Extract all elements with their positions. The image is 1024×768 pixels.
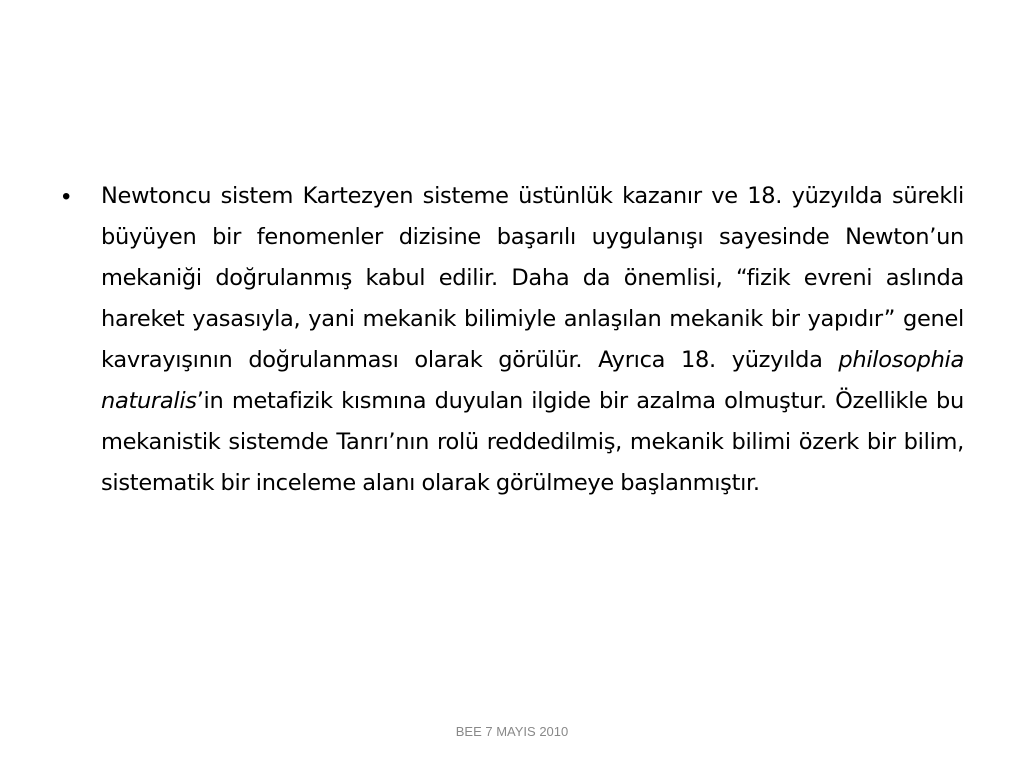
- bullet-icon: •: [62, 183, 71, 210]
- footer-text: BEE 7 MAYIS 2010: [455, 724, 569, 739]
- bullet-text-end: ’in metafizik kısmına duyulan ilgide bir azalma olmuştur. Özellikle bu mekanistik sistemde Tanrı’nın rolü reddedilmiş, mekanik bilimi özerk bir bilim, sistematik bir inceleme alanı olarak görülmeye başlanmıştır.: [101, 388, 964, 496]
- bullet-text-start: Newtoncu sistem Kartezyen sisteme üstünlük kazanır ve 18. yüzyılda sürekli büyüyen bir fenomenler dizisine başarılı uygulanışı sayesinde Newton’un mekaniği doğrulanmış kabul edilir. Daha da önemlisi, “fizik evreni aslında hareket yasasıyla, yani mekanik bilimiyle anlaşılan mekanik bir yapıdır” genel kavrayışının doğrulanması olarak görülür. Ayrıca 18. yüzyılda: [101, 183, 964, 373]
- bullet-text: [101, 176, 964, 504]
- bullet-text-italic: philosophia naturalis: [101, 347, 964, 414]
- slide-content: [62, 176, 964, 504]
- bullet-item: [62, 176, 964, 504]
